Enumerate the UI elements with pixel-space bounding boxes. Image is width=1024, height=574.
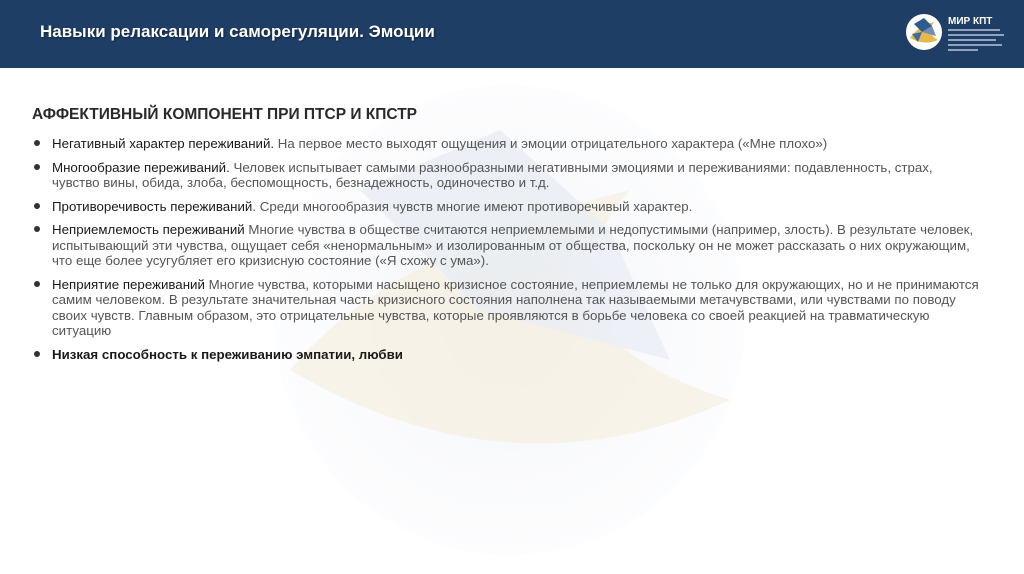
globe-emblem-icon	[904, 12, 944, 52]
bullet-icon	[34, 226, 40, 232]
logo	[904, 12, 1014, 56]
item-term: Негативный характер переживаний.	[52, 136, 275, 151]
bullet-icon	[34, 164, 40, 170]
item-text: Человек испытывает самыми разнообразными негативными эмоциями и переживаниями: подавленность, страх, чувство вины, обида, злоба, беспомощность, безнадежность, одиночество и т.д.	[52, 159, 933, 190]
item-term: Неприемлемость переживаний	[52, 222, 245, 237]
item-term: Низкая способность к переживанию эмпатии, любви	[52, 346, 403, 362]
item-text: Многие чувства в обществе считаются неприемлемыми и недопустимыми (например, злость). В результате человек, испытывающий эти чувства, ощущает себя «ненормальным» и изолированным от общества, поскольку он не может рассказать о них окружающим, что еще более усугубляет его кризисную состояние («Я схожу с ума»).	[52, 222, 974, 268]
bullet-list	[32, 136, 982, 362]
bullet-icon	[34, 140, 40, 146]
list-item	[32, 347, 982, 363]
list-item	[32, 160, 982, 191]
item-term: Многообразие переживаний.	[52, 159, 230, 175]
page-title: Навыки релаксации и саморегуляции. Эмоции	[40, 22, 435, 41]
header-bar	[0, 0, 1024, 68]
item-text: . Среди многообразия чувств многие имеют противоречивый характер.	[252, 198, 693, 214]
list-item	[32, 222, 982, 269]
item-text: На первое место выходят ощущения и эмоции отрицательного характера («Мне плохо»)	[274, 136, 828, 151]
item-term: Неприятие переживаний	[52, 276, 205, 292]
item-text: Многие чувства, которыми насыщено кризисное состояние, неприемлемы не только для окружающих, но и не принимаются самим человеком. В результате значительная часть кризисного состояния наполнена так называемыми метачувствами, или чувствами по поводу своих чувств. Главным образом, это отрицательные чувства, которые проявляются в борьбе человека со своей реакцией на травматическую ситуацию	[52, 276, 979, 338]
list-item	[32, 277, 982, 339]
bullet-icon	[34, 351, 40, 357]
bullet-icon	[34, 203, 40, 209]
logo-text: МИР КПТ	[948, 16, 993, 27]
item-term: Противоречивость переживаний	[52, 198, 253, 214]
section-title: АФФЕКТИВНЫЙ КОМПОНЕНТ ПРИ ПТСР И КПСТР	[32, 106, 418, 123]
list-item	[32, 199, 982, 215]
main-content	[32, 106, 982, 370]
bullet-icon	[34, 281, 40, 287]
logo-subtitle-lines	[948, 29, 1004, 54]
list-item	[32, 136, 982, 152]
